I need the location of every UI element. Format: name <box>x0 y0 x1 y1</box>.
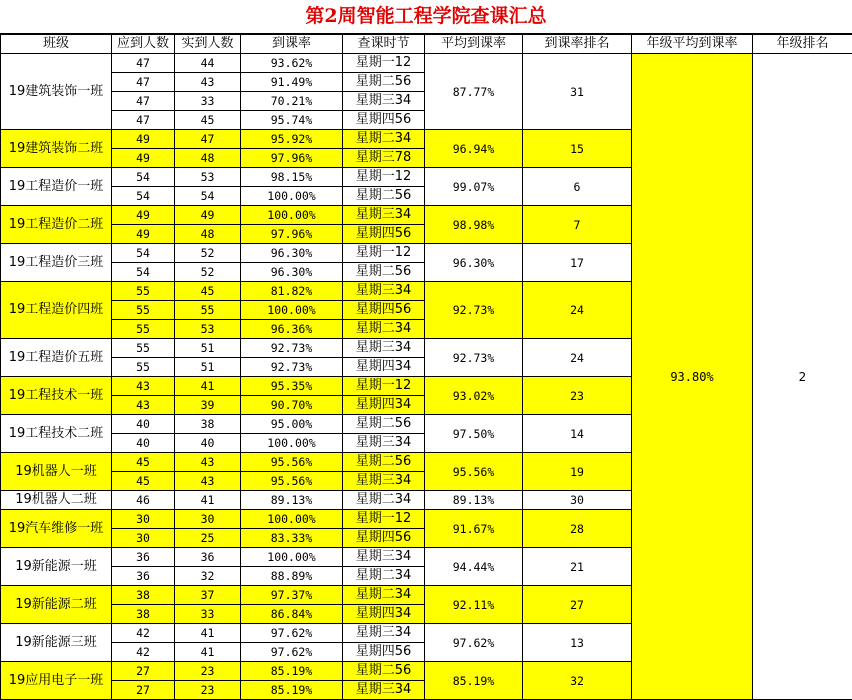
rank-cell: 24 <box>523 339 632 377</box>
avg-rate-cell: 92.73% <box>425 339 523 377</box>
check-slot-cell: 星期三34 <box>343 339 425 358</box>
table-row <box>1 54 852 73</box>
actual-count-cell: 43 <box>175 73 241 92</box>
check-slot-cell: 星期四34 <box>343 396 425 415</box>
check-slot-cell: 星期四56 <box>343 301 425 320</box>
check-slot-cell: 星期三34 <box>343 472 425 491</box>
rank-cell: 6 <box>523 168 632 206</box>
attendance-rate-cell: 90.70% <box>241 396 343 415</box>
check-slot-cell: 星期二56 <box>343 263 425 282</box>
expected-count-cell: 49 <box>112 225 175 244</box>
header-class: 班级 <box>1 35 112 54</box>
rank-cell: 30 <box>523 491 632 510</box>
actual-count-cell: 45 <box>175 111 241 130</box>
check-slot-cell: 星期四56 <box>343 529 425 548</box>
check-slot-cell: 星期三34 <box>343 681 425 700</box>
header-expected: 应到人数 <box>112 35 175 54</box>
avg-rate-cell: 92.11% <box>425 586 523 624</box>
class-name-cell: 19工程造价二班 <box>1 206 112 244</box>
expected-count-cell: 42 <box>112 643 175 662</box>
expected-count-cell: 36 <box>112 548 175 567</box>
avg-rate-cell: 85.19% <box>425 662 523 700</box>
actual-count-cell: 25 <box>175 529 241 548</box>
check-slot-cell: 星期四56 <box>343 225 425 244</box>
expected-count-cell: 54 <box>112 187 175 206</box>
check-slot-cell: 星期三34 <box>343 282 425 301</box>
attendance-rate-cell: 93.62% <box>241 54 343 73</box>
grade-rank-cell: 2 <box>753 54 852 700</box>
actual-count-cell: 48 <box>175 225 241 244</box>
check-slot-cell: 星期一12 <box>343 54 425 73</box>
rank-cell: 24 <box>523 282 632 339</box>
expected-count-cell: 30 <box>112 510 175 529</box>
class-name-cell: 19机器人二班 <box>1 491 112 510</box>
header-avg-rate: 平均到课率 <box>425 35 523 54</box>
expected-count-cell: 30 <box>112 529 175 548</box>
attendance-rate-cell: 95.92% <box>241 130 343 149</box>
attendance-rate-cell: 95.56% <box>241 453 343 472</box>
attendance-rate-cell: 95.74% <box>241 111 343 130</box>
check-slot-cell: 星期二34 <box>343 586 425 605</box>
rank-cell: 19 <box>523 453 632 491</box>
actual-count-cell: 47 <box>175 130 241 149</box>
attendance-rate-cell: 89.13% <box>241 491 343 510</box>
expected-count-cell: 43 <box>112 396 175 415</box>
class-name-cell: 19新能源三班 <box>1 624 112 662</box>
attendance-table <box>0 34 852 700</box>
actual-count-cell: 40 <box>175 434 241 453</box>
header-grade-avg: 年级平均到课率 <box>632 35 753 54</box>
avg-rate-cell: 92.73% <box>425 282 523 339</box>
attendance-rate-cell: 85.19% <box>241 681 343 700</box>
avg-rate-cell: 91.67% <box>425 510 523 548</box>
check-slot-cell: 星期四56 <box>343 643 425 662</box>
actual-count-cell: 37 <box>175 586 241 605</box>
header-rate: 到课率 <box>241 35 343 54</box>
attendance-rate-cell: 100.00% <box>241 206 343 225</box>
actual-count-cell: 53 <box>175 168 241 187</box>
expected-count-cell: 55 <box>112 339 175 358</box>
header-grade-rank: 年级排名 <box>753 35 852 54</box>
expected-count-cell: 46 <box>112 491 175 510</box>
check-slot-cell: 星期二56 <box>343 187 425 206</box>
check-slot-cell: 星期一12 <box>343 244 425 263</box>
avg-rate-cell: 96.30% <box>425 244 523 282</box>
attendance-rate-cell: 100.00% <box>241 187 343 206</box>
class-name-cell: 19新能源一班 <box>1 548 112 586</box>
expected-count-cell: 47 <box>112 111 175 130</box>
expected-count-cell: 27 <box>112 662 175 681</box>
rank-cell: 15 <box>523 130 632 168</box>
attendance-rate-cell: 70.21% <box>241 92 343 111</box>
rank-cell: 23 <box>523 377 632 415</box>
attendance-rate-cell: 92.73% <box>241 339 343 358</box>
actual-count-cell: 38 <box>175 415 241 434</box>
attendance-rate-cell: 96.30% <box>241 244 343 263</box>
check-slot-cell: 星期二56 <box>343 662 425 681</box>
class-name-cell: 19建筑装饰二班 <box>1 130 112 168</box>
attendance-rate-cell: 100.00% <box>241 510 343 529</box>
rank-cell: 32 <box>523 662 632 700</box>
check-slot-cell: 星期三34 <box>343 206 425 225</box>
check-slot-cell: 星期二56 <box>343 415 425 434</box>
attendance-rate-cell: 81.82% <box>241 282 343 301</box>
avg-rate-cell: 93.02% <box>425 377 523 415</box>
class-name-cell: 19汽车维修一班 <box>1 510 112 548</box>
expected-count-cell: 47 <box>112 73 175 92</box>
attendance-rate-cell: 100.00% <box>241 548 343 567</box>
actual-count-cell: 51 <box>175 339 241 358</box>
attendance-rate-cell: 97.96% <box>241 225 343 244</box>
avg-rate-cell: 87.77% <box>425 54 523 130</box>
class-name-cell: 19工程造价一班 <box>1 168 112 206</box>
check-slot-cell: 星期三34 <box>343 434 425 453</box>
expected-count-cell: 55 <box>112 320 175 339</box>
actual-count-cell: 30 <box>175 510 241 529</box>
class-name-cell: 19工程技术二班 <box>1 415 112 453</box>
expected-count-cell: 55 <box>112 282 175 301</box>
expected-count-cell: 43 <box>112 377 175 396</box>
expected-count-cell: 55 <box>112 358 175 377</box>
actual-count-cell: 41 <box>175 624 241 643</box>
check-slot-cell: 星期四34 <box>343 358 425 377</box>
actual-count-cell: 49 <box>175 206 241 225</box>
expected-count-cell: 47 <box>112 54 175 73</box>
check-slot-cell: 星期二56 <box>343 453 425 472</box>
check-slot-cell: 星期二34 <box>343 567 425 586</box>
header-actual: 实到人数 <box>175 35 241 54</box>
avg-rate-cell: 96.94% <box>425 130 523 168</box>
check-slot-cell: 星期一12 <box>343 510 425 529</box>
check-slot-cell: 星期三34 <box>343 92 425 111</box>
header-row <box>1 35 852 54</box>
rank-cell: 31 <box>523 54 632 130</box>
avg-rate-cell: 98.98% <box>425 206 523 244</box>
actual-count-cell: 48 <box>175 149 241 168</box>
actual-count-cell: 32 <box>175 567 241 586</box>
avg-rate-cell: 97.50% <box>425 415 523 453</box>
check-slot-cell: 星期二34 <box>343 320 425 339</box>
expected-count-cell: 45 <box>112 453 175 472</box>
actual-count-cell: 41 <box>175 377 241 396</box>
actual-count-cell: 43 <box>175 472 241 491</box>
attendance-rate-cell: 100.00% <box>241 434 343 453</box>
rank-cell: 14 <box>523 415 632 453</box>
check-slot-cell: 星期一12 <box>343 377 425 396</box>
check-slot-cell: 星期三34 <box>343 548 425 567</box>
actual-count-cell: 52 <box>175 244 241 263</box>
actual-count-cell: 55 <box>175 301 241 320</box>
class-name-cell: 19新能源二班 <box>1 586 112 624</box>
check-slot-cell: 星期二34 <box>343 491 425 510</box>
actual-count-cell: 43 <box>175 453 241 472</box>
actual-count-cell: 41 <box>175 643 241 662</box>
attendance-rate-cell: 97.37% <box>241 586 343 605</box>
attendance-rate-cell: 92.73% <box>241 358 343 377</box>
header-rank: 到课率排名 <box>523 35 632 54</box>
check-slot-cell: 星期二34 <box>343 130 425 149</box>
actual-count-cell: 23 <box>175 662 241 681</box>
attendance-rate-cell: 97.62% <box>241 643 343 662</box>
rank-cell: 28 <box>523 510 632 548</box>
actual-count-cell: 36 <box>175 548 241 567</box>
grade-avg-rate-cell: 93.80% <box>632 54 753 700</box>
actual-count-cell: 52 <box>175 263 241 282</box>
expected-count-cell: 54 <box>112 168 175 187</box>
expected-count-cell: 38 <box>112 605 175 624</box>
expected-count-cell: 49 <box>112 206 175 225</box>
expected-count-cell: 47 <box>112 92 175 111</box>
rank-cell: 13 <box>523 624 632 662</box>
rank-cell: 27 <box>523 586 632 624</box>
check-slot-cell: 星期四34 <box>343 605 425 624</box>
actual-count-cell: 33 <box>175 605 241 624</box>
attendance-rate-cell: 95.00% <box>241 415 343 434</box>
class-name-cell: 19建筑装饰一班 <box>1 54 112 130</box>
actual-count-cell: 45 <box>175 282 241 301</box>
actual-count-cell: 44 <box>175 54 241 73</box>
expected-count-cell: 49 <box>112 149 175 168</box>
attendance-rate-cell: 88.89% <box>241 567 343 586</box>
attendance-rate-cell: 95.56% <box>241 472 343 491</box>
actual-count-cell: 54 <box>175 187 241 206</box>
attendance-rate-cell: 97.62% <box>241 624 343 643</box>
attendance-rate-cell: 96.30% <box>241 263 343 282</box>
expected-count-cell: 54 <box>112 244 175 263</box>
check-slot-cell: 星期三78 <box>343 149 425 168</box>
actual-count-cell: 23 <box>175 681 241 700</box>
check-slot-cell: 星期二56 <box>343 73 425 92</box>
class-name-cell: 19机器人一班 <box>1 453 112 491</box>
attendance-rate-cell: 98.15% <box>241 168 343 187</box>
expected-count-cell: 40 <box>112 415 175 434</box>
actual-count-cell: 51 <box>175 358 241 377</box>
attendance-rate-cell: 95.35% <box>241 377 343 396</box>
rank-cell: 7 <box>523 206 632 244</box>
attendance-rate-cell: 86.84% <box>241 605 343 624</box>
class-name-cell: 19工程技术一班 <box>1 377 112 415</box>
check-slot-cell: 星期一12 <box>343 168 425 187</box>
avg-rate-cell: 99.07% <box>425 168 523 206</box>
attendance-rate-cell: 85.19% <box>241 662 343 681</box>
rank-cell: 21 <box>523 548 632 586</box>
header-slot: 查课时节 <box>343 35 425 54</box>
class-name-cell: 19工程造价三班 <box>1 244 112 282</box>
expected-count-cell: 55 <box>112 301 175 320</box>
check-slot-cell: 星期四56 <box>343 111 425 130</box>
actual-count-cell: 33 <box>175 92 241 111</box>
expected-count-cell: 40 <box>112 434 175 453</box>
sheet-title: 第2周智能工程学院查课汇总 <box>0 0 852 34</box>
avg-rate-cell: 89.13% <box>425 491 523 510</box>
expected-count-cell: 42 <box>112 624 175 643</box>
expected-count-cell: 27 <box>112 681 175 700</box>
actual-count-cell: 39 <box>175 396 241 415</box>
rank-cell: 17 <box>523 244 632 282</box>
expected-count-cell: 54 <box>112 263 175 282</box>
attendance-rate-cell: 96.36% <box>241 320 343 339</box>
check-slot-cell: 星期三34 <box>343 624 425 643</box>
expected-count-cell: 45 <box>112 472 175 491</box>
class-name-cell: 19应用电子一班 <box>1 662 112 700</box>
attendance-rate-cell: 97.96% <box>241 149 343 168</box>
class-name-cell: 19工程造价四班 <box>1 282 112 339</box>
avg-rate-cell: 94.44% <box>425 548 523 586</box>
attendance-rate-cell: 91.49% <box>241 73 343 92</box>
actual-count-cell: 41 <box>175 491 241 510</box>
avg-rate-cell: 97.62% <box>425 624 523 662</box>
expected-count-cell: 38 <box>112 586 175 605</box>
expected-count-cell: 49 <box>112 130 175 149</box>
class-name-cell: 19工程造价五班 <box>1 339 112 377</box>
avg-rate-cell: 95.56% <box>425 453 523 491</box>
attendance-rate-cell: 100.00% <box>241 301 343 320</box>
expected-count-cell: 36 <box>112 567 175 586</box>
attendance-rate-cell: 83.33% <box>241 529 343 548</box>
actual-count-cell: 53 <box>175 320 241 339</box>
